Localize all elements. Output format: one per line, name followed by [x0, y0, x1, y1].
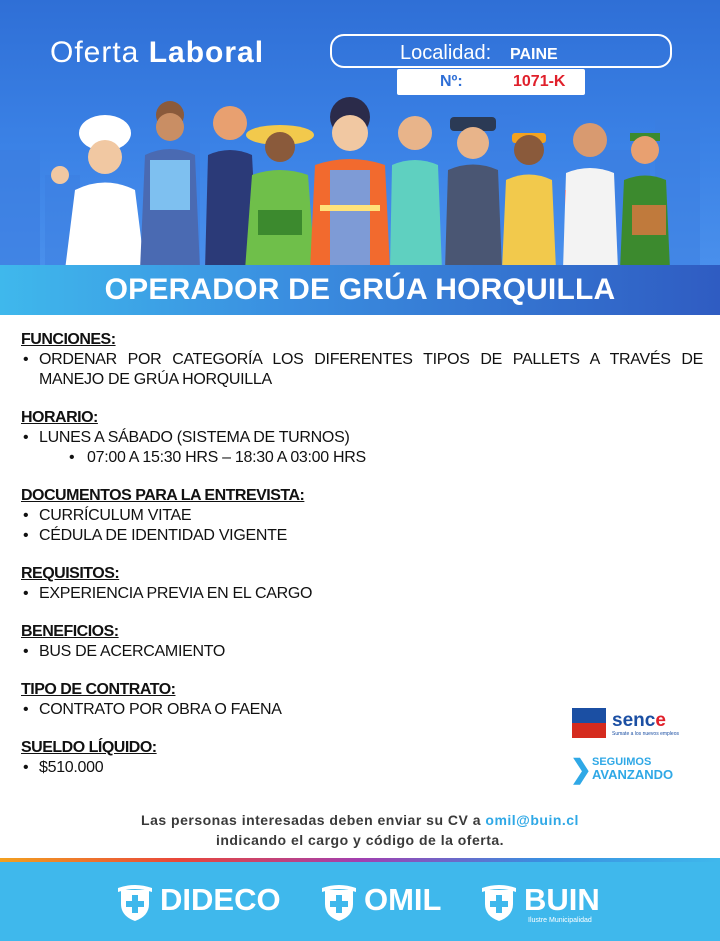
worker-cleaner [140, 101, 200, 270]
list-item: • EXPERIENCIA PREVIA EN EL CARGO [21, 584, 703, 604]
worker-delivery [502, 133, 571, 270]
dideco-logo [116, 880, 296, 924]
worker-engineer [563, 123, 618, 270]
list-item: • CURRÍCULUM VITAE [21, 506, 703, 526]
municipal-shield-icon [480, 884, 518, 922]
contact-text-2: indicando el cargo y código de la oferta. [215, 832, 505, 848]
omil-label: OMIL [364, 882, 442, 917]
section-documentos [21, 486, 703, 546]
municipal-shield-icon [116, 884, 154, 922]
section-horario [21, 408, 703, 468]
section-requisitos [21, 564, 703, 604]
sence-logo [572, 706, 682, 742]
omil-logo [320, 880, 460, 924]
buin-logo [480, 880, 620, 924]
section-heading: FUNCIONES: [21, 331, 116, 348]
chile-government-flag-icon [572, 708, 606, 738]
contact-text-1: Las personas interesadas deben enviar su CV a [141, 812, 486, 828]
buin-label: BUIN [524, 882, 600, 917]
chevron-right-icon: ❯ [570, 754, 592, 784]
worker-doctor [390, 116, 442, 270]
brand-word-1: Oferta [50, 36, 140, 69]
section-heading: DOCUMENTOS PARA LA ENTREVISTA: [21, 487, 305, 504]
list-item: • ORDENAR POR CATEGORÍA LOS DIFERENTES TIPOS DE PALLETS A TRAVÉS DE MANEJO DE GRÚA HORQUILLA [21, 350, 703, 390]
section-heading: TIPO DE CONTRATO: [21, 681, 176, 698]
dideco-label: DIDECO [160, 882, 281, 917]
sence-word-accent: e [655, 710, 666, 731]
section-funciones [21, 330, 703, 390]
list-item: • LUNES A SÁBADO (SISTEMA DE TURNOS) [21, 428, 703, 448]
sence-tagline: Sumate a los nuevos empleos [612, 731, 679, 737]
offer-number-value: 1071-K [513, 73, 566, 90]
sence-wordmark [612, 710, 666, 732]
list-item: • BUS DE ACERCAMIENTO [21, 642, 703, 662]
section-heading: BENEFICIOS: [21, 623, 119, 640]
brand-word-2: Laboral [148, 36, 265, 69]
list-item: • $510.000 [21, 758, 703, 778]
job-title: OPERADOR DE GRÚA HORQUILLA [104, 273, 616, 306]
section-heading: HORARIO: [21, 409, 98, 426]
section-beneficios [21, 622, 703, 662]
seguimos-line-1: SEGUIMOS [592, 756, 652, 768]
section-heading: SUELDO LÍQUIDO: [21, 739, 157, 756]
section-heading: REQUISITOS: [21, 565, 120, 582]
sence-word-main: senc [612, 710, 656, 731]
location-value: PAINE [510, 46, 558, 63]
location-box [330, 34, 672, 68]
list-item: • CÉDULA DE IDENTIDAD VIGENTE [21, 526, 703, 546]
buin-sublabel: Ilustre Municipalidad [528, 917, 592, 924]
header-banner [0, 0, 720, 270]
municipal-shield-icon [320, 884, 358, 922]
seguimos-line-2: AVANZANDO [592, 767, 674, 782]
contact-message [0, 810, 720, 850]
location-label: Localidad: [400, 42, 492, 64]
worker-police [445, 117, 502, 270]
worker-construction [310, 97, 390, 270]
offer-number-label: Nº: [440, 73, 463, 90]
worker-farmer [245, 125, 315, 270]
worker-grocer [620, 133, 670, 270]
list-subitem: • 07:00 A 15:30 HRS – 18:30 A 03:00 HRS [21, 448, 703, 468]
worker-chef [51, 115, 145, 270]
group-of-workers-illustration [30, 95, 690, 270]
contact-email-link[interactable]: omil@buin.cl [485, 812, 579, 828]
brand-title [50, 36, 264, 70]
seguimos-avanzando-logo [570, 754, 690, 784]
list-item: • CONTRATO POR OBRA O FAENA [21, 700, 703, 720]
